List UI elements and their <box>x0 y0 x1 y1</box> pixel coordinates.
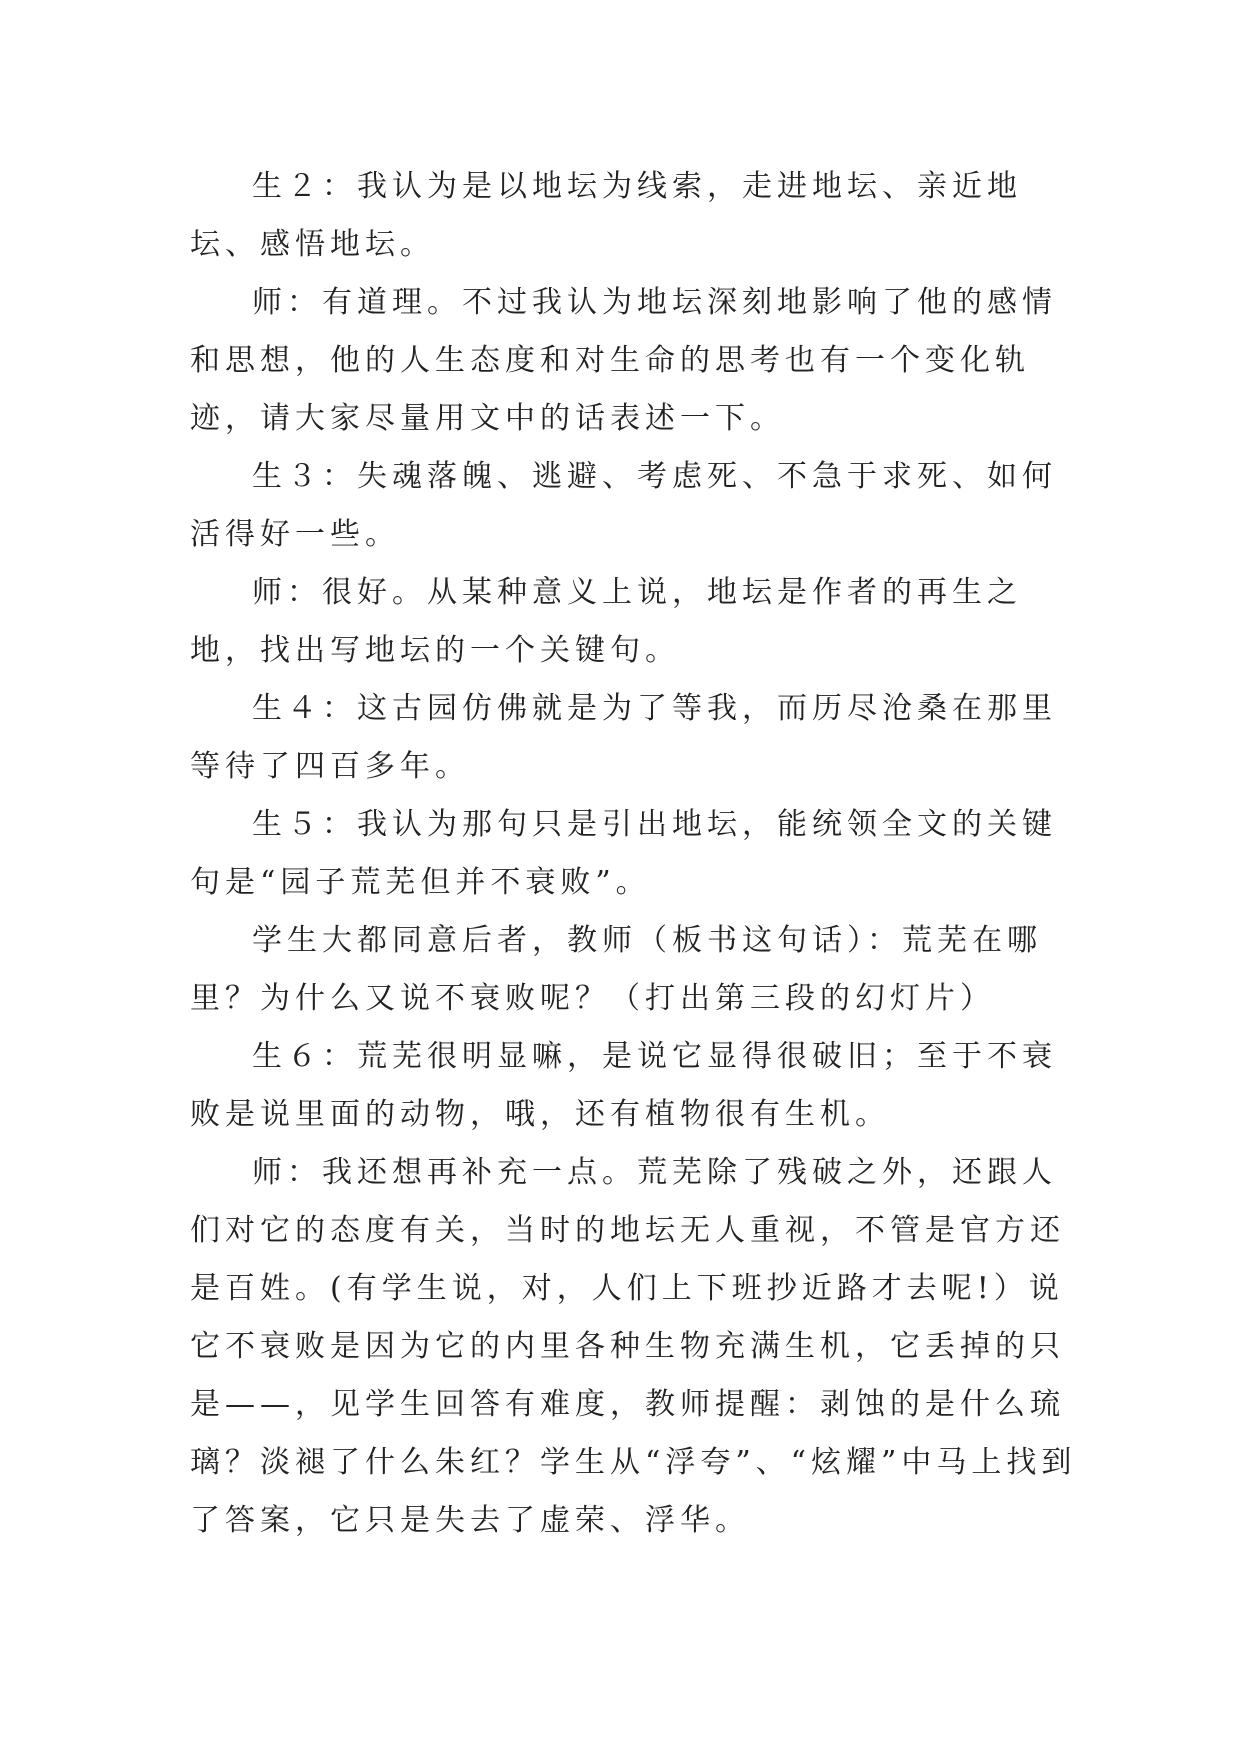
paragraph-student-3: 生３：失魂落魄、逃避、考虑死、不急于求死、如何活得好一些。 <box>190 459 1057 552</box>
paragraph-student-6: 生６：荒芜很明显嘛，是说它显得很破旧；至于不衰败是说里面的动物，哦，还有植物很有生机。 <box>190 1039 1057 1132</box>
paragraph-teacher-2: 师：很好。从某种意义上说，地坛是作者的再生之地，找出写地坛的一个关键句。 <box>190 575 1022 668</box>
paragraph-teacher-3: 师：我还想再补充一点。荒芜除了残破之外，还跟人们对它的态度有关，当时的地坛无人重视，不管是官方还是百姓。(有学生说，对，人们上下班抄近路才去呢!）说它不衰败是因为它的内里各种生物充满生机，它丢掉的只是——，见学生回答有难度，教师提醒：剥蚀的是什么琉璃？淡褪了什么朱红？学生从“浮夸”、“炫耀”中马上找到了答案，它只是失去了虚荣、浮华。 <box>190 1155 1077 1538</box>
document-body <box>190 158 1090 1550</box>
paragraph-student-5: 生５：我认为那句只是引出地坛，能统领全文的关键句是“园子荒芜但并不衰败”。 <box>190 807 1057 900</box>
paragraph-student-4: 生４：这古园仿佛就是为了等我，而历尽沧桑在那里等待了四百多年。 <box>190 691 1057 784</box>
paragraph-teacher-1: 师：有道理。不过我认为地坛深刻地影响了他的感情和思想，他的人生态度和对生命的思考也有一个变化轨迹，请大家尽量用文中的话表述一下。 <box>190 285 1057 436</box>
paragraph-students-agree: 学生大都同意后者，教师（板书这句话）：荒芜在哪里？为什么又说不衰败呢？（打出第三段的幻灯片） <box>190 923 1042 1016</box>
paragraph-student-2: 生２：我认为是以地坛为线索，走进地坛、亲近地坛、感悟地坛。 <box>190 169 1022 262</box>
